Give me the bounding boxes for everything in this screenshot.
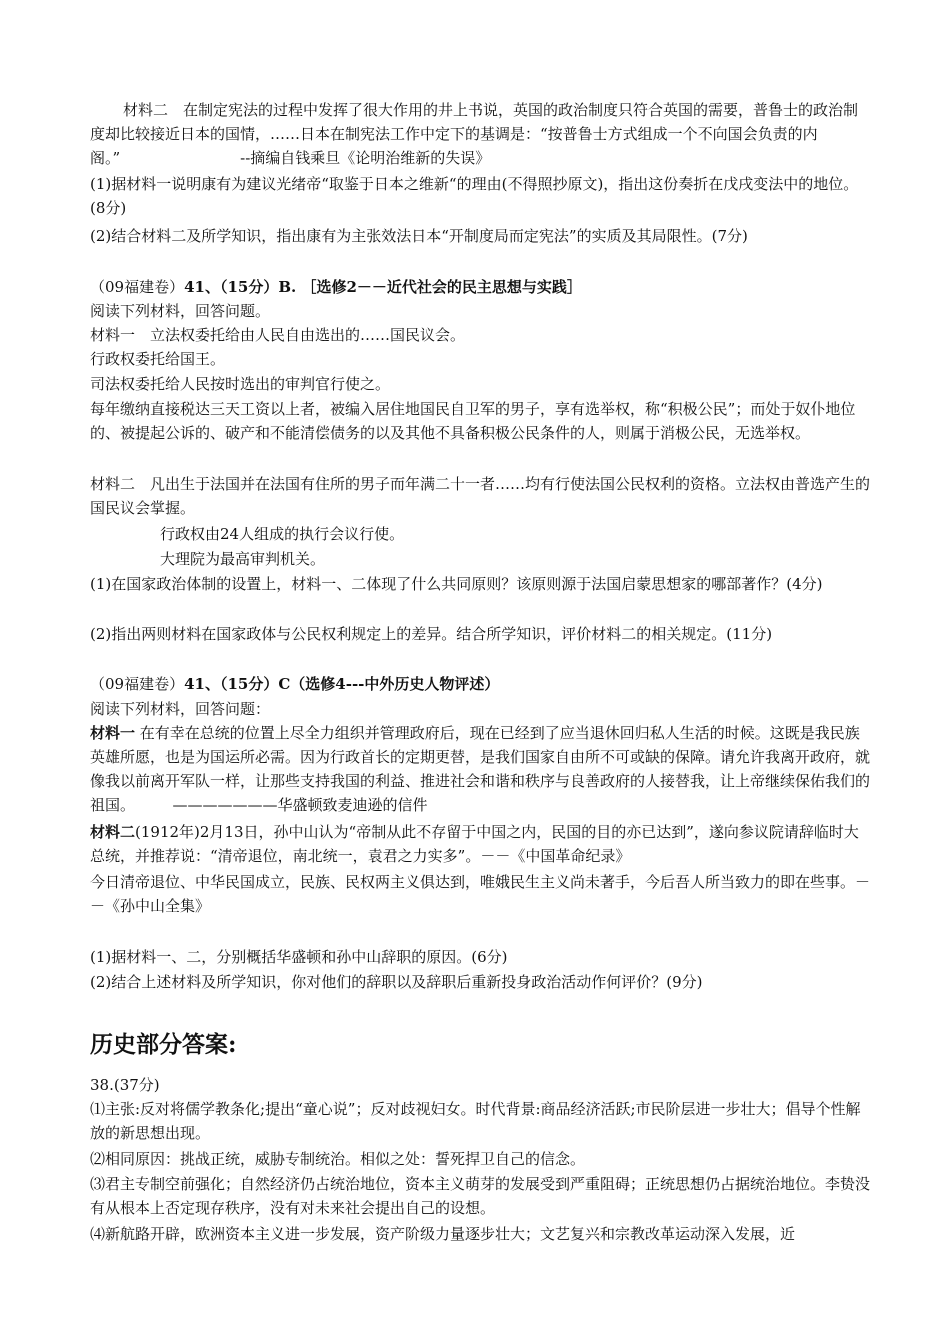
material-one-a: 材料一 立法权委托给由人民自由选出的……国民议会。 bbox=[90, 326, 466, 344]
section-b-question-1: (1)在国家政治体制的设置上，材料一、二体现了什么共同原则？该原则源于法国启蒙思想家的哪部著作？(4分) bbox=[90, 575, 823, 593]
material-one-d: 每年缴纳直接税达三天工资以上者，被编入居住地国民自卫军的男子，享有选举权，称“积极公民”；而处于奴仆地位的、被提起公诉的、破产和不能清偿债务的以及其他不具备积极公民条件的人，则属于消极公民，无选举权。 bbox=[90, 400, 856, 442]
section-c-material-one bbox=[90, 721, 870, 817]
material-two-c: 大理院为最高审判机关。 bbox=[160, 550, 326, 568]
section-c-question-1: (1)据材料一、二，分别概括华盛顿和孙中山辞职的原因。(6分) bbox=[90, 948, 508, 966]
material-one-c: 司法权委托给人民按时选出的审判官行使之。 bbox=[90, 375, 391, 393]
material-one-b: 行政权委托给国王。 bbox=[90, 350, 226, 368]
question-2: (2)结合材料二及所学知识，指出康有为主张效法日本“开制度局而定宪法”的实质及其局限性。(7分) bbox=[90, 227, 748, 245]
section-c-source: （09福建卷） bbox=[90, 675, 185, 693]
section-c-material-two bbox=[90, 820, 870, 868]
answer-38-label: 38.(37分) bbox=[90, 1076, 160, 1094]
material-one-text: 在有幸在总统的位置上尽全力组织并管理政府后，现在已经到了应当退休回归私人生活的时候。这既是我民族英雄所愿，也是为国运所必需。因为行政首长的定期更替，是我们国家自由所不可或缺的保障。请允许我离开政府，就像我以前离开军队一样，让那些支持我国的利益、推进社会和谐和秩序与良善政府的人接替我，让上帝继续保佑我们的祖国。 ———————华盛顿致麦迪逊的信件 bbox=[90, 724, 871, 814]
material-two-a: 材料二 凡出生于法国并在法国有住所的男子而年满二十一者……均有行使法国公民权利的资格。立法权由普选产生的国民议会掌握。 bbox=[90, 475, 871, 517]
section-b-question-2: (2)指出两则材料在国家政体与公民权利规定上的差异。结合所学知识，评价材料二的相关规定。(11分) bbox=[90, 625, 773, 643]
answer-38-part-3: ⑶君主专制空前强化；自然经济仍占统治地位，资本主义萌芽的发展受到严重阻碍；正统思想仍占据统治地位。李贽没有从根本上否定现存秩序，没有对未来社会提出自己的设想。 bbox=[90, 1175, 871, 1217]
section-b-source: （09福建卷） bbox=[90, 278, 185, 296]
material-two-paragraph: 材料二 在制定宪法的过程中发挥了很大作用的井上书说，英国的政治制度只符合英国的需要，普鲁士的政治制度却比较接近日本的国情，……日本在制宪法工作中定下的基调是：“按普鲁士方式组成一个不向国会负责的内阁。” --摘编自钱乘旦《论明治维新的失误》 bbox=[90, 101, 859, 167]
section-c-material-two-b: 今日清帝退位、中华民国成立，民族、民权两主义俱达到，唯娥民生主义尚未著手，今后吾人所当致力的即在些事。－－《孙中山全集》 bbox=[90, 873, 871, 915]
section-b-heading: 41、（15分）B. ［选修2－－近代社会的民主思想与实践］ bbox=[184, 278, 582, 296]
section-b-intro: 阅读下列材料，回答问题。 bbox=[90, 302, 271, 320]
question-1: (1)据材料一说明康有为建议光绪帝“取鉴于日本之维新“的理由(不得照抄原文)，指出这份奏折在戊戌变法中的地位。(8分) bbox=[90, 175, 859, 217]
material-two-text: (1912年)2月13日，孙中山认为“帝制从此不存留于中国之内，民国的目的亦已达到”，遂向参议院请辞临时大总统，并推荐说：“清帝退位，南北统一，袁君之力实多”。－－《中国革命纪录》 bbox=[90, 823, 859, 865]
material-two-label: 材料二 bbox=[90, 823, 136, 841]
section-c-title bbox=[90, 672, 870, 696]
answer-38-part-2: ⑵相同原因：挑战正统，威胁专制统治。相似之处：誓死捍卫自己的信念。 bbox=[90, 1150, 586, 1168]
answer-38-part-4: ⑷新航路开辟，欧洲资本主义进一步发展，资产阶级力量逐步壮大；文艺复兴和宗教改革运动深入发展，近 bbox=[90, 1225, 796, 1243]
section-c-heading: 41、（15分）C（选修4---中外历史人物评述） bbox=[184, 675, 500, 693]
section-b-title bbox=[90, 275, 870, 299]
answer-38-part-1: ⑴主张:反对将儒学教条化;提出“童心说”；反对歧视妇女。时代背景:商品经济活跃;市民阶层进一步壮大；倡导个性解放的新思想出现。 bbox=[90, 1100, 861, 1142]
material-one-label: 材料一 bbox=[90, 724, 136, 742]
answers-heading: 历史部分答案: bbox=[90, 1031, 237, 1058]
section-c-intro: 阅读下列材料，回答问题： bbox=[90, 700, 271, 718]
section-c-question-2: (2)结合上述材料及所学知识，你对他们的辞职以及辞职后重新投身政治活动作何评价？(9分) bbox=[90, 973, 703, 991]
material-two-b: 行政权由24人组成的执行会议行使。 bbox=[160, 525, 405, 543]
